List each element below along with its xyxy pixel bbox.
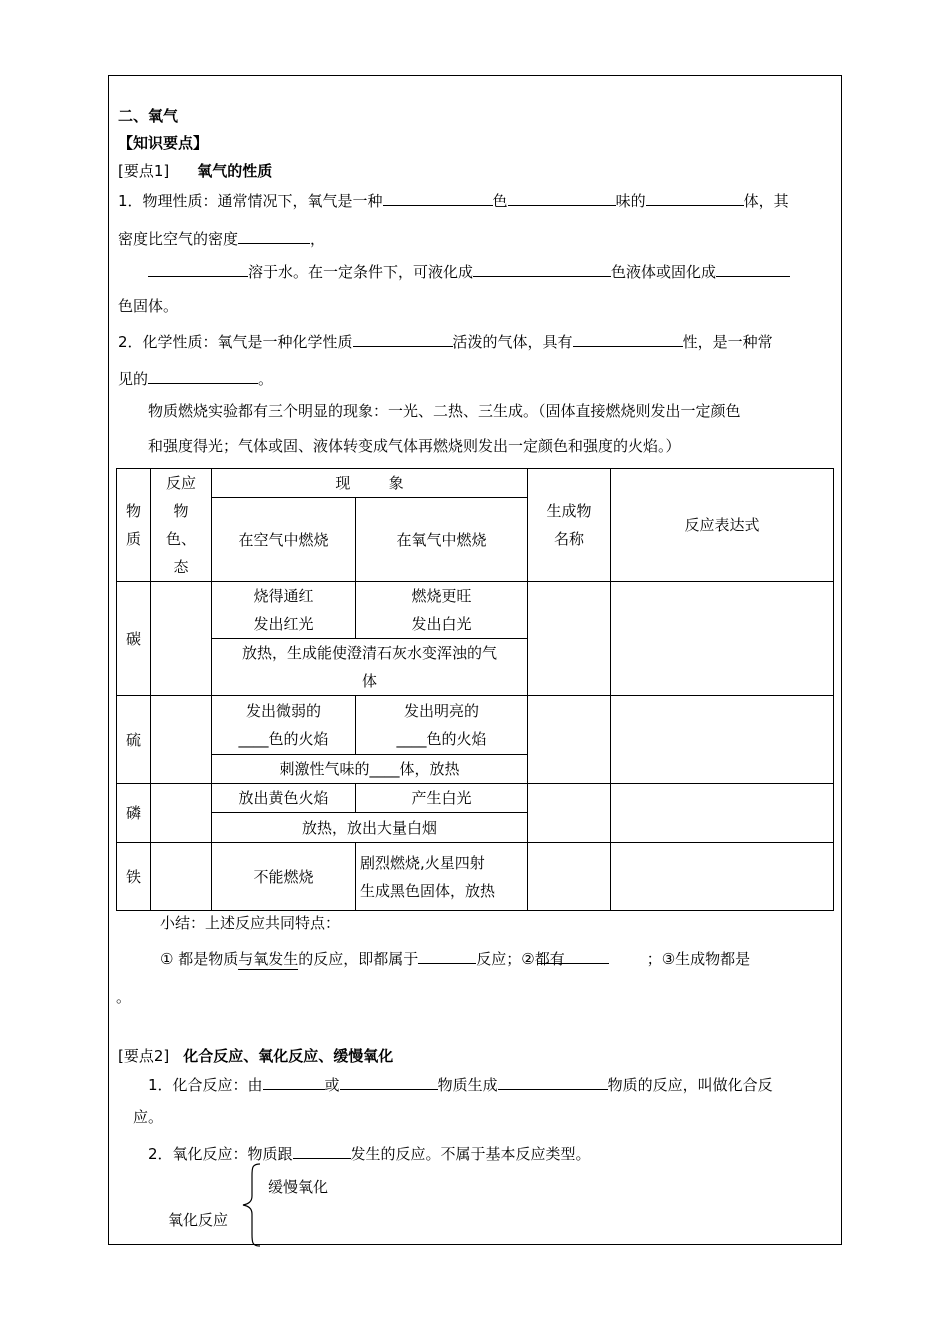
header-expression: 反应表达式: [611, 469, 834, 582]
cell-product-carbon[interactable]: [528, 582, 611, 696]
physical-line-1: [118, 189, 789, 211]
section-title: 二、氧气: [118, 107, 179, 125]
slow-oxidation-label: 缓慢氧化: [268, 1178, 329, 1196]
chemical-text: 。: [258, 370, 274, 388]
point2-line-3: [148, 1142, 591, 1164]
cell-product-sulfur[interactable]: [528, 696, 611, 784]
point2-text: 1．化合反应：由: [148, 1076, 263, 1094]
header-product: 生成物 名称: [528, 469, 611, 582]
blank-liquid-color[interactable]: [473, 260, 611, 277]
point2-title: 化合反应、氧化反应、缓慢氧化: [183, 1047, 394, 1065]
physical-line-3: [148, 260, 790, 282]
blank-reaction-type[interactable]: [418, 947, 476, 964]
point1-label: [要点1]: [118, 162, 170, 180]
blank-oxidation[interactable]: [293, 1142, 351, 1159]
cell-air-phosphorus: 放出黄色火焰: [212, 784, 356, 813]
cell-product-iron[interactable]: [528, 843, 611, 911]
physical-text: 1．物理性质：通常情况下，氧气是一种: [118, 192, 383, 210]
chemical-text: 见的: [118, 370, 149, 388]
cell-expression-sulfur[interactable]: [611, 696, 834, 784]
physical-text: 色液体或固化成: [611, 263, 717, 281]
cell-oxygen-phosphorus: 产生白光: [356, 784, 528, 813]
cell-air-carbon: 烧得通红 发出红光: [212, 582, 356, 639]
summary-underlined: 与氧发生: [238, 950, 299, 968]
cell-common-carbon: 放热，生成能使澄清石灰水变浑浊的气 体: [212, 639, 528, 696]
header-oxygen: 在氧气中燃烧: [356, 498, 528, 582]
cell-product-phosphorus[interactable]: [528, 784, 611, 843]
cell-state-phosphorus[interactable]: [151, 784, 212, 843]
physical-text: ，: [310, 230, 326, 248]
physical-text: 溶于水。在一定条件下，可液化成: [248, 263, 474, 281]
header-air: 在空气中燃烧: [212, 498, 356, 582]
row-name-iron: 铁: [117, 843, 151, 911]
point2-text: 物质生成: [437, 1076, 498, 1094]
brace-icon: [240, 1162, 264, 1248]
chemical-text: 2．化学性质：氧气是一种化学性质: [118, 333, 353, 351]
point2-text: 2．氧化反应：物质跟: [148, 1145, 293, 1163]
summary-text: 都有: [534, 950, 565, 968]
chemical-line-2: [118, 367, 273, 389]
cell-oxygen-carbon: 燃烧更旺 发出白光: [356, 582, 528, 639]
point2-text: 物质的反应，叫做化合反: [607, 1076, 773, 1094]
cell-state-carbon[interactable]: [151, 582, 212, 696]
knowledge-header: 【知识要点】: [118, 134, 209, 152]
blank-property[interactable]: [573, 330, 683, 347]
summary-text: ① 都是物质: [160, 950, 239, 968]
cell-common-phosphorus: 放热，放出大量白烟: [212, 813, 528, 843]
summary-line-1: [160, 947, 750, 970]
summary-line-2: 。: [116, 988, 132, 1006]
point2-heading: [118, 1046, 393, 1066]
cell-oxygen-sulfur: 发出明亮的 ____色的火焰: [356, 696, 528, 755]
blank-combination-b[interactable]: [340, 1073, 438, 1090]
chemical-text: 活泼的气体，具有: [452, 333, 573, 351]
point2-label: [要点2]: [118, 1047, 170, 1065]
point2-text: 或: [324, 1076, 340, 1094]
cell-expression-phosphorus[interactable]: [611, 784, 834, 843]
cell-expression-carbon[interactable]: [611, 582, 834, 696]
blank-smell[interactable]: [508, 189, 616, 206]
blank-color[interactable]: [383, 189, 493, 206]
cell-oxygen-iron: 剧烈燃烧,火星四射 生成黑色固体，放热: [356, 843, 528, 911]
blank-common[interactable]: [148, 367, 258, 384]
blank-solid-color[interactable]: [716, 260, 790, 277]
physical-line-4: 色固体。: [118, 297, 179, 315]
point2-text: 发生的反应。不属于基本反应类型。: [350, 1145, 591, 1163]
cell-state-iron[interactable]: [151, 843, 212, 911]
row-name-phosphorus: 磷: [117, 784, 151, 843]
point2-line-2: 应。: [133, 1108, 164, 1126]
cell-air-sulfur: 发出微弱的 ____色的火焰: [212, 696, 356, 755]
combustion-note-2: 和强度得光；气体或固、液体转变成气体再燃烧则发出一定颜色和强度的火焰。）: [148, 437, 681, 455]
header-phenomenon: 现 象: [212, 469, 528, 498]
blank-state[interactable]: [646, 189, 744, 206]
cell-common-sulfur: 刺激性气味的____体，放热: [212, 755, 528, 784]
header-substance: 物 质: [117, 469, 151, 582]
blank-common-feature[interactable]: [537, 947, 609, 964]
physical-text: 色: [492, 192, 508, 210]
point1-heading: [118, 161, 272, 181]
blank-activity[interactable]: [353, 330, 453, 347]
blank-density[interactable]: [238, 227, 310, 244]
row-name-carbon: 碳: [117, 582, 151, 696]
summary-title: 小结：上述反应共同特点：: [160, 914, 341, 932]
header-state: 反应 物 色、 态: [151, 469, 212, 582]
combustion-note-1: 物质燃烧实验都有三个明显的现象：一光、二热、三生成。（固体直接燃烧则发出一定颜色: [148, 402, 741, 420]
physical-text: 味的: [615, 192, 646, 210]
point1-title: 氧气的性质: [197, 162, 273, 180]
physical-text: 体，其: [743, 192, 789, 210]
physical-line-2: [118, 227, 325, 249]
cell-state-sulfur[interactable]: [151, 696, 212, 784]
row-name-sulfur: 硫: [117, 696, 151, 784]
chemical-line-1: [118, 330, 773, 352]
cell-expression-iron[interactable]: [611, 843, 834, 911]
summary-text: ；③生成物都是: [646, 950, 751, 968]
cell-air-iron: 不能燃烧: [212, 843, 356, 911]
physical-text: 密度比空气的密度: [118, 230, 239, 248]
chemical-text: 性，是一种常: [682, 333, 773, 351]
oxidation-reaction-label: 氧化反应: [168, 1211, 229, 1229]
combustion-table: [116, 468, 834, 911]
summary-text: 的反应，即都属于: [298, 950, 419, 968]
blank-solubility[interactable]: [148, 260, 248, 277]
point2-line-1: [148, 1073, 773, 1095]
summary-text: 反应；②: [476, 950, 535, 968]
blank-combination-a[interactable]: [263, 1073, 325, 1090]
blank-combination-c[interactable]: [498, 1073, 608, 1090]
